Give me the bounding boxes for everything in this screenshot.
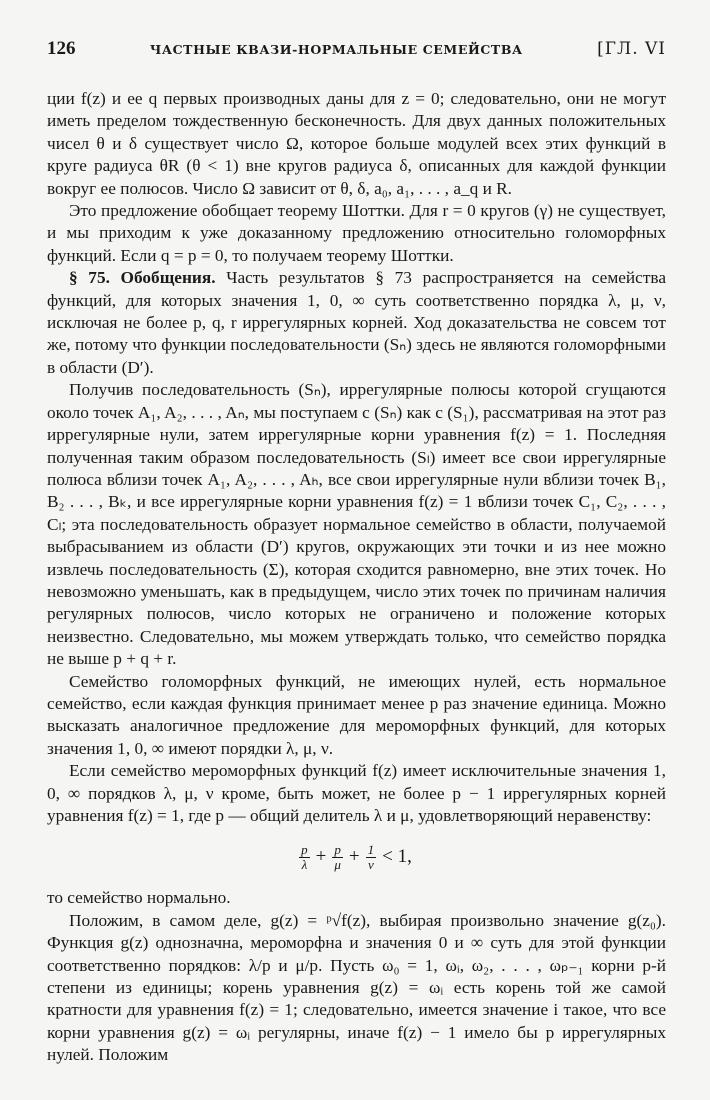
inequality-formula — [47, 827, 666, 887]
fraction-p-over-lambda: $\frac{p}{\lambda}$ — [301, 841, 308, 872]
paragraph-4: Получив последовательность (Sₙ), иррегулярные полюсы которой сгущаются около точек A₁, A₂, . . . , Aₙ, мы поступаем с (Sₙ) как с (S₁), рассматривая на этот раз иррегулярные нули, затем иррегулярные корни уравнения f(z) = 1. Последняя полученная таким образом последовательность (Sₗ) имеет все свои иррегулярные полюса вблизи точек A₁, A₂, . . . , Aₕ, все свои иррегулярные нули вблизи точек B₁, B₂ . . . , Bₖ, и все иррегулярные корни уравнения f(z) = 1 вблизи точек C₁, C₂, . . . , Cₗ; эта последовательность образует нормальное семейство в области, получаемой выбрасыванием из области (D′) кругов, окружающих эти точки и из нее можно извлечь последовательность (Σ), которая сходится равномерно, вне этих точек. Но невозможно уменьшать, как в предыдущем, число этих точек по причинам наличия регулярных полюсов, число которых не ограничено и положение которых неизвестно. Следовательно, мы можем утверждать только, что семейство порядка не выше p + q + r. — [47, 380, 666, 669]
running-head — [47, 38, 666, 60]
section-heading: § 75. Обобщения. — [69, 268, 216, 288]
paragraph-1: ции f(z) и ее q первых производных даны для z = 0; следовательно, они не могут иметь пределом тождественную бесконечность. Для двух данных положительных чисел θ и δ существует число Ω, которое больше модулей всех этих функций в круге радиуса θR (θ < 1) вне кругов радиуса δ, описанных для каждой функции вокруг ее полюсов. Число Ω зависит от θ, δ, a₀, a₁, . . . , a_q и R. — [47, 89, 666, 198]
chapter-reference: [ГЛ. VI — [597, 39, 666, 59]
paragraph-3 — [47, 267, 666, 379]
paragraph-2: Это предложение обобщает теорему Шоттки. Для r = 0 кругов (γ) не существует, и мы приходим к уже доказанному предложению относительно голоморфных функций. Если q = p = 0, то получаем теорему Шоттки. — [47, 201, 666, 265]
paragraph-8: Положим, в самом деле, g(z) = ᵖ√f(z), выбирая произвольно значение g(z₀). Функция g(z) однозначна, мероморфна и значения 0 и ∞ суть для этой функции соответственно порядков: λ/p и μ/p. Пусть ω₀ = 1, ωᵢ, ω₂, . . . , ωₚ₋₁ корни p-й степени из единицы; корень уравнения g(z) = ωᵢ есть корень той же самой кратности для уравнения f(z) = 1; следовательно, имеется значение i такое, что все корни уравнения g(z) = ωᵢ регулярны, иначе f(z) − 1 имело бы p иррегулярных нулей. Положим — [47, 910, 666, 1065]
fraction-1-over-nu: $\frac{1}{\nu}$ — [367, 841, 375, 872]
running-title: ЧАСТНЫЕ КВАЗИ-НОРМАЛЬНЫЕ СЕМЕЙСТВА — [149, 42, 523, 57]
inequality-rhs: < 1, — [382, 846, 412, 868]
paragraph-7: то семейство нормально. — [47, 888, 231, 908]
page-number: 126 — [47, 38, 76, 59]
plus-sign: + — [315, 846, 327, 868]
plus-sign: + — [348, 846, 360, 868]
fraction-p-over-mu: $\frac{p}{\mu}$ — [334, 841, 341, 872]
paragraph-5: Семейство голоморфных функций, не имеющих нулей, есть нормальное семейство, если каждая функция принимает менее p раз значение единица. Можно высказать аналогичное предложение для мероморфных функций, для которых значения 1, 0, ∞ имеют порядки λ, μ, ν. — [47, 671, 666, 758]
paragraph-3-text: Часть результатов § 73 распространяется на семейства функций, для которых значения 1, 0, ∞ суть соответственно порядка λ, μ, ν, исключая не более p, q, r иррегулярных корней. Ход доказательства не совсем тот же, потому что функции последовательности (Sₙ) здесь не являются голоморфными в области (D′). — [47, 268, 666, 377]
paragraph-6: Если семейство мероморфных функций f(z) имеет исключительные значения 1, 0, ∞ порядков λ, μ, ν кроме, быть может, не более p − 1 иррегулярных корней уравнения f(z) = 1, где p — общий делитель λ и μ, удовлетворяющий неравенству: — [47, 761, 666, 825]
body-text — [47, 88, 666, 1067]
